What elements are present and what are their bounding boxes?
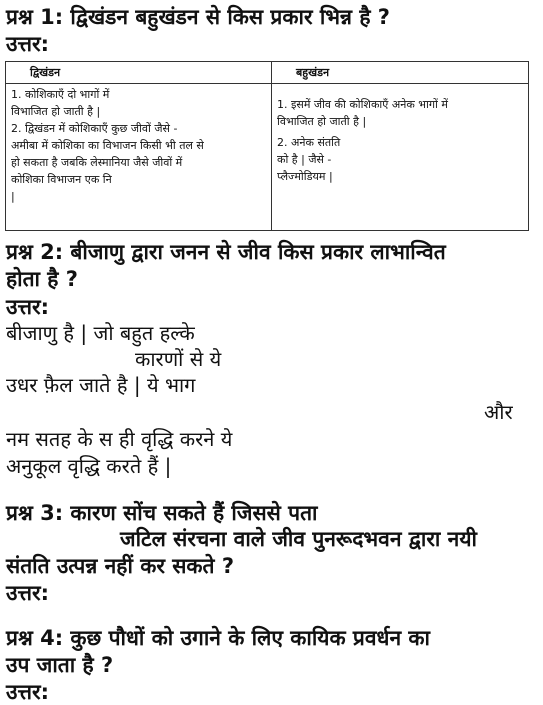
- question-2-title-line-1: प्रश्न 2: बीजाणु द्वारा जनन से जीव किस प्रकार लाभान्वित: [6, 240, 446, 264]
- table-line: विभाजित हो जाती है |: [11, 105, 101, 118]
- question-1-title: प्रश्न 1: द्विखंडन बहुखंडन से किस प्रकार भिन्न है ?: [6, 5, 390, 29]
- table-line: 2. अनेक संतति: [277, 136, 341, 149]
- table-cell-binary-fission: [6, 84, 272, 231]
- table-cell-multiple-fission: [272, 84, 529, 231]
- table-line: को है | जैसे -: [277, 153, 332, 166]
- table-line: 2. द्विखंडन में कोशिकाएँ कुछ जीवों जैसे -: [11, 122, 178, 135]
- question-3-title-line-1: प्रश्न 3: कारण सोंच सकते हैं जिससे पता: [6, 501, 318, 525]
- table-line: 1. कोशिकाएँ दो भागों में: [11, 88, 110, 101]
- question-1-answer-label: उत्तर:: [6, 32, 50, 56]
- table-header-multiple-fission: बहुखंडन: [272, 62, 529, 84]
- answer-line: और: [484, 400, 513, 424]
- answer-line: अनुकूल वृद्धि करते हैं |: [6, 454, 172, 478]
- question-2-answer-label: उत्तर:: [6, 295, 50, 319]
- question-4-title-line-2: उप जाता है ?: [6, 653, 114, 677]
- table-line: प्लैज्मोडियम |: [277, 170, 333, 183]
- table-header-binary-fission: द्विखंडन: [6, 62, 272, 84]
- table-line: |: [11, 190, 15, 203]
- table-line: विभाजित हो जाती है |: [277, 115, 367, 128]
- table-line: हो सकता है जबकि लेस्मानिया जैसे जीवों में: [11, 156, 183, 169]
- question-3-title-line-2: जटिल संरचना वाले जीव पुनरूदभवन द्वारा नयी: [120, 527, 477, 551]
- question-3-answer-label: उत्तर:: [6, 581, 50, 605]
- question-3-title-line-3: संतति उत्पन्न नहीं कर सकते ?: [6, 554, 235, 578]
- question-4-title-line-1: प्रश्न 4: कुछ पौधों को उगाने के लिए कायिक प्रवर्धन का: [6, 626, 430, 650]
- answer-line: बीजाणु है | जो बहुत हल्के: [6, 321, 195, 345]
- answer-line: कारणों से ये: [135, 347, 222, 371]
- question-2-title-line-2: होता है ?: [6, 267, 78, 291]
- answer-line: नम सतह के स ही वृद्धि करने ये: [6, 427, 233, 451]
- table-line: 1. इसमें जीव की कोशिकाएँ अनेक भागों में: [277, 98, 448, 111]
- question-4-answer-label: उत्तर:: [6, 680, 50, 704]
- comparison-table: [5, 61, 529, 231]
- table-line: कोशिका विभाजन एक नि: [11, 173, 112, 186]
- table-line: अमीबा में कोशिका का विभाजन किसी भी तल से: [11, 139, 204, 152]
- answer-line: उधर फ़ैल जाते है | ये भाग: [6, 373, 196, 397]
